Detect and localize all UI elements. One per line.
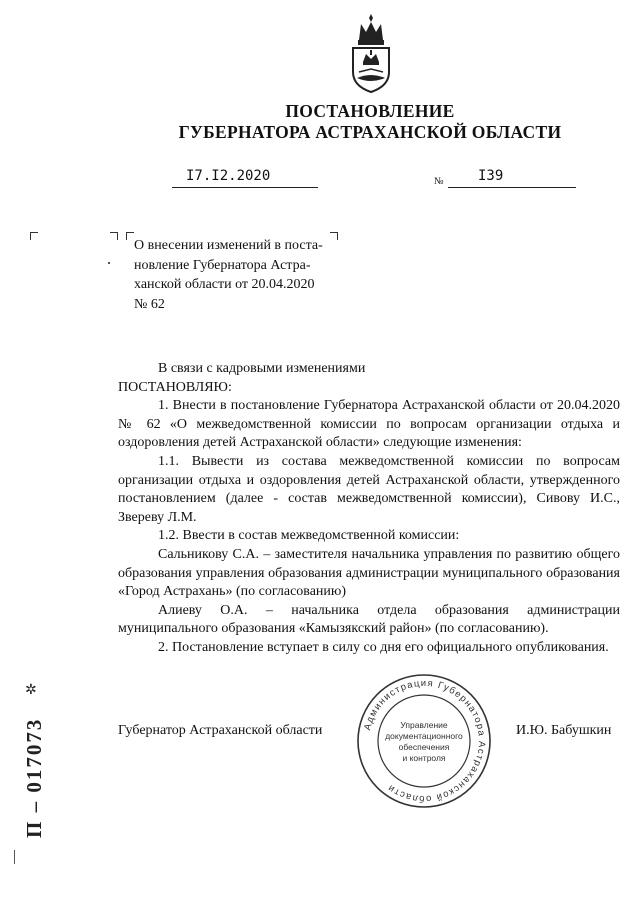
number-sign: № <box>434 176 444 187</box>
body-paragraph: 1. Внести в постановление Губернатора Астраханской области от 20.04.2020 № 62 «О межведомственной комиссии по вопросам организации отдыха и оздоровления детей Астраханской области» следующие изменения: <box>118 398 620 451</box>
subject-line: ханской области от 20.04.2020 <box>134 277 315 292</box>
registration-code: П – 017073 <box>22 717 46 838</box>
body-paragraph: 1.1. Вывести из состава межведомственной комиссии по вопросам организации отдыха и оздоровления детей Астраханской области, утвержденного постановлением (далее - состав межведомственной комиссии), Сивову И.С., Звереву Л.М. <box>118 453 620 525</box>
side-asterisk-mark: ✲ <box>25 683 37 698</box>
subject-line: О внесении изменений в поста- <box>134 238 323 253</box>
corner-mark-subject-left <box>126 232 134 240</box>
corner-mark-right <box>110 232 118 240</box>
stamp-outer-text: Администрация Губернатора Астраханской области <box>362 677 488 805</box>
number-field <box>448 170 576 188</box>
scan-mark <box>14 850 15 864</box>
body-paragraph: Алиеву О.А. – начальника отдела образования администрации муниципального образования «Камызякский район» (по согласованию). <box>118 602 620 637</box>
stamp-inner-line: и контроля <box>402 753 446 763</box>
scan-dot <box>108 262 110 264</box>
body-paragraph: 1.2. Ввести в состав межведомственной комиссии: <box>158 528 460 544</box>
document-date: I7.I2.2020 <box>186 168 271 184</box>
body-paragraph: Сальникову С.А. – заместителя начальника управления по развитию общего образования управления образования администрации муниципального образования «Город Астрахань» (по согласованию) <box>118 546 620 600</box>
document-subject <box>134 236 338 314</box>
document-body <box>118 360 620 658</box>
stamp-inner-line: обеспечения <box>398 742 450 752</box>
document-issuer: ГУБЕРНАТОРА АСТРАХАНСКОЙ ОБЛАСТИ <box>178 122 562 142</box>
corner-mark-left <box>30 232 38 240</box>
document-title: ПОСТАНОВЛЕНИЕ <box>285 101 455 121</box>
body-paragraph: 2. Постановление вступает в силу со дня его официального опубликования. <box>158 639 609 655</box>
stamp-inner-line: Управление <box>400 720 448 730</box>
subject-line: № 62 <box>134 296 165 312</box>
stamp-inner-line: документационного <box>385 731 463 741</box>
body-paragraph: В связи с кадровыми изменениями <box>158 361 366 376</box>
signatory-name: И.Ю. Бабушкин <box>516 723 612 738</box>
official-stamp <box>355 672 493 810</box>
document-number: I39 <box>478 168 504 184</box>
resolution-keyword: ПОСТАНОВЛЯЮ: <box>118 379 232 395</box>
coat-of-arms-emblem <box>349 12 393 94</box>
signatory-position: Губернатор Астраханской области <box>118 723 323 738</box>
date-field <box>172 170 318 188</box>
subject-line: новление Губернатора Астра- <box>134 257 311 273</box>
